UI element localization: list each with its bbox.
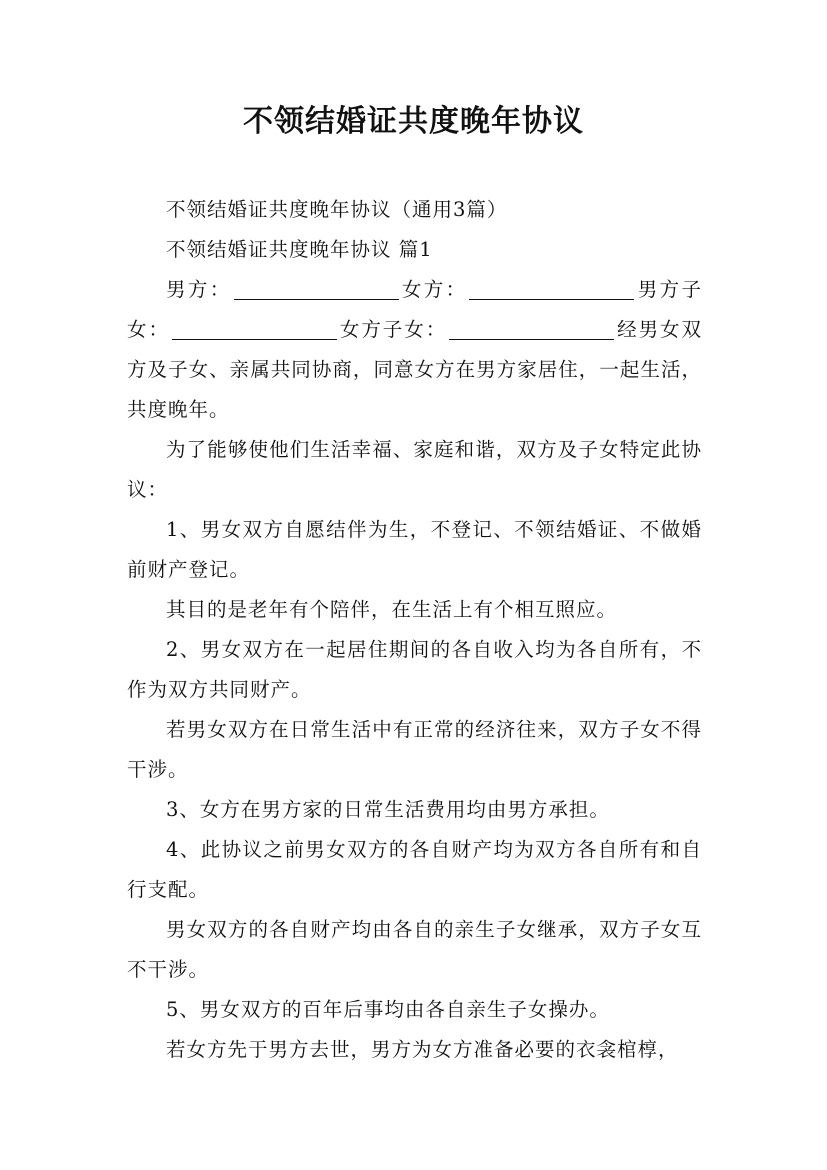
- male-children-blank: [172, 317, 337, 340]
- female-name-blank: [469, 277, 634, 300]
- female-label: 女方：: [400, 278, 468, 301]
- paragraph-clause-2: 2、男女双方在一起居住期间的各自收入均为各自所有，不作为双方共同财产。: [127, 638, 702, 701]
- section-heading: 不领结婚证共度晚年协议 篇1: [166, 238, 433, 261]
- paragraph-clause-1-note: 其目的是老年有个陪伴，在生活上有个相互照应。: [166, 598, 618, 621]
- female-children-label: 女方子女：: [338, 318, 448, 341]
- document-subtitle: 不领结婚证共度晚年协议（通用3篇）: [166, 198, 508, 221]
- male-label: 男方：: [166, 278, 232, 301]
- paragraph-clause-5-note: 若女方先于男方去世，男方为女方准备必要的衣衾棺椁，: [166, 1038, 679, 1061]
- paragraph-clause-3: 3、女方在男方家的日常生活费用均由男方承担。: [166, 798, 610, 821]
- parties-intro-text: 经男女双方及子女、亲属共同协商，同意女方在男方家居住，一起生活，共度晚年。: [127, 318, 702, 421]
- paragraph-clause-4-note: 男女双方的各自财产均由各自的亲生子女继承，双方子女互不干涉。: [127, 918, 702, 981]
- paragraph-clause-1: 1、男女双方自愿结伴为生，不登记、不领结婚证、不做婚前财产登记。: [127, 518, 702, 581]
- male-children-label: 男方子女：: [127, 278, 702, 341]
- document-title: 不领结婚证共度晚年协议: [243, 104, 584, 139]
- paragraph-clause-4: 4、此协议之前男女双方的各自财产均为双方各自所有和自行支配。: [127, 838, 702, 901]
- document-body: [127, 190, 702, 1070]
- paragraph-clause-5: 5、男女双方的百年后事均由各自亲生子女操办。: [166, 998, 610, 1021]
- paragraph-purpose: 为了能够使他们生活幸福、家庭和谐，双方及子女特定此协议：: [127, 438, 702, 501]
- male-name-blank: [234, 277, 399, 300]
- parties-paragraph: [127, 270, 702, 430]
- paragraph-clause-2-note: 若男女双方在日常生活中有正常的经济往来，双方子女不得干涉。: [127, 718, 702, 781]
- female-children-blank: [449, 317, 614, 340]
